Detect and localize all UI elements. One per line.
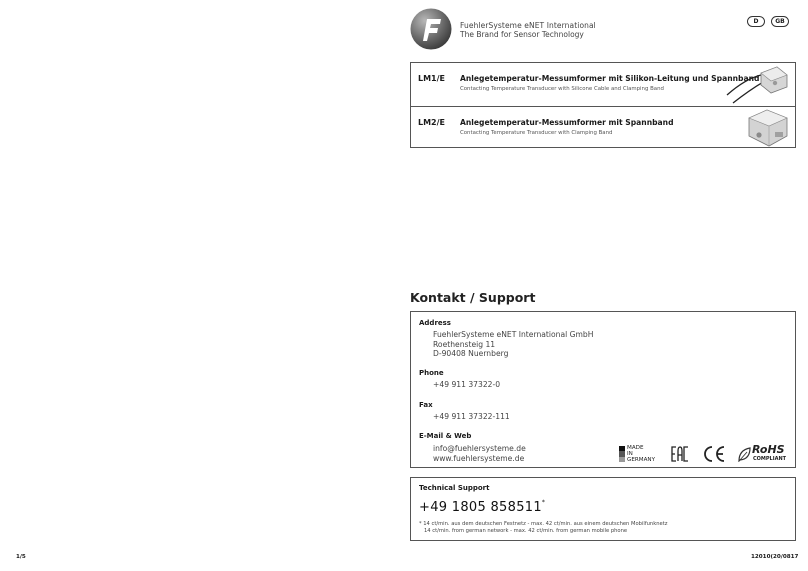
address-label: Address xyxy=(419,319,451,327)
technical-support-box xyxy=(410,477,796,541)
support-note-english: 14 ct/min. from german network - max. 42 ct/min. from german mobile phone xyxy=(424,528,628,534)
product-subtitle: Contacting Temperature Transducer with Clamping Band xyxy=(460,130,613,136)
made-in-germany-badge xyxy=(619,445,665,465)
brand-name: FuehlerSysteme eNET International xyxy=(460,21,596,30)
contact-heading: Kontakt / Support xyxy=(410,290,536,305)
language-gb-button[interactable]: GB xyxy=(771,16,789,27)
product-code: LM2/E xyxy=(418,118,446,127)
product-title: Anlegetemperatur-Messumformer mit Spannband xyxy=(460,118,674,127)
svg-text:CE: CE xyxy=(702,445,704,446)
phone-label: Phone xyxy=(419,369,444,377)
support-phone-number: +49 1805 858511 xyxy=(419,500,542,515)
leaf-icon xyxy=(738,447,751,462)
rohs-compliant-text: COMPLIANT xyxy=(753,456,787,462)
address-line-street: Roethensteig 11 xyxy=(433,339,496,349)
product-list xyxy=(410,62,796,148)
address-line-city: D-90408 Nuernberg xyxy=(433,349,509,358)
ce-mark-icon xyxy=(702,445,726,463)
svg-text:EAC: EAC xyxy=(671,446,673,447)
rohs-badge xyxy=(738,444,790,464)
company-logo xyxy=(410,8,452,50)
eac-mark-icon xyxy=(671,446,689,462)
sensor-with-cable-image xyxy=(725,65,791,105)
document-code: 12010(20/0817 xyxy=(751,554,799,560)
made-in-line2: IN xyxy=(627,451,633,457)
web-label: E-Mail & Web xyxy=(419,432,472,440)
page-number: 1/5 xyxy=(16,554,26,560)
phone-value[interactable]: +49 911 37322-0 xyxy=(433,380,501,389)
brand-tagline: The Brand for Sensor Technology xyxy=(460,30,584,39)
address-line-company: FuehlerSysteme eNET International GmbH xyxy=(433,330,594,339)
product-subtitle: Contacting Temperature Transducer with Silicone Cable and Clamping Band xyxy=(460,86,664,92)
product-row-lm1e[interactable] xyxy=(411,63,795,106)
fax-value: +49 911 37322-111 xyxy=(433,412,510,421)
support-note-german: * 14 ct/min. aus dem deutschen Festnetz - max. 42 ct/min. aus einem deutschen Mobilfunknetz xyxy=(419,521,668,527)
support-phone[interactable] xyxy=(419,500,545,515)
technical-support-label: Technical Support xyxy=(419,484,490,492)
language-de-button[interactable]: D xyxy=(747,16,765,27)
product-row-lm2e[interactable] xyxy=(411,106,795,150)
made-in-line3: GERMANY xyxy=(627,457,656,463)
website-link[interactable]: www.fuehlersysteme.de xyxy=(433,453,525,463)
fax-label: Fax xyxy=(419,401,433,409)
logo-letter: F xyxy=(410,8,411,9)
product-code: LM1/E xyxy=(418,74,446,83)
contact-box xyxy=(410,311,796,468)
made-in-line1: MADE xyxy=(627,445,644,451)
sensor-housing-image xyxy=(745,108,791,148)
email-link[interactable]: info@fuehlersysteme.de xyxy=(433,444,526,453)
rohs-text: RoHS xyxy=(752,443,785,456)
product-title: Anlegetemperatur-Messumformer mit Silikon-Leitung und Spannband xyxy=(460,74,760,83)
support-phone-footnote-mark: * xyxy=(541,499,546,506)
